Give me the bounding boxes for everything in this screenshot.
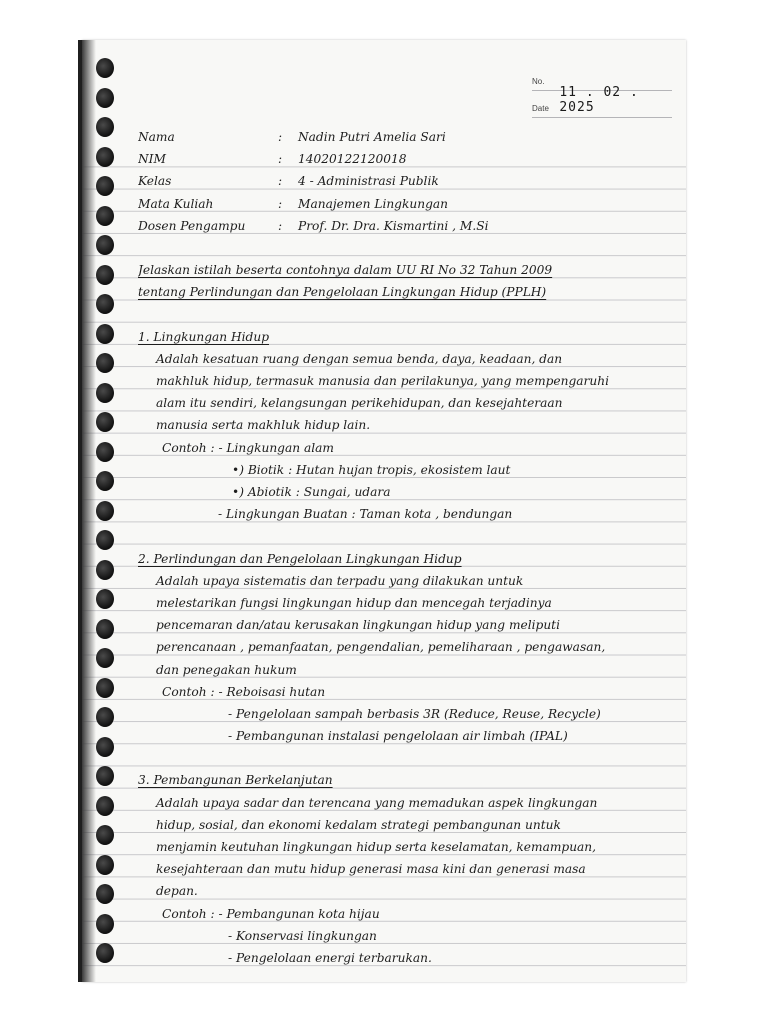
question-block [138, 259, 678, 303]
identity-colon: : [278, 218, 283, 233]
section-3 [138, 769, 678, 969]
punch-hole [96, 855, 114, 875]
handwritten-content [138, 126, 678, 969]
punch-hole [96, 235, 114, 255]
section-body-line: kesejahteraan dan mutu hidup generasi masa kini dan generasi masa [156, 862, 586, 877]
section-1 [138, 326, 678, 526]
identity-colon: : [278, 152, 283, 167]
punch-hole [96, 737, 114, 757]
example-line: Contoh : - Lingkungan alam [162, 440, 334, 455]
section-heading: 2. Perlindungan dan Pengelolaan Lingkungan Hidup [138, 551, 462, 566]
example-line: - Lingkungan Buatan : Taman kota , bendungan [218, 507, 513, 522]
example-line: •) Abiotik : Sungai, udara [232, 485, 391, 499]
punch-hole [96, 88, 114, 108]
identity-row-course [138, 193, 678, 215]
identity-colon: : [278, 130, 283, 144]
identity-value: Nadin Putri Amelia Sari [298, 130, 446, 144]
section-body-line: dan penegakan hukum [156, 662, 297, 677]
question-line: tentang Perlindungan dan Pengelolaan Lingkungan Hidup (PPLH) [138, 285, 547, 300]
identity-block [138, 126, 678, 237]
punch-holes [96, 58, 124, 973]
punch-hole [96, 884, 114, 904]
number-label: No. [532, 77, 545, 86]
example-line: •) Biotik : Hutan hujan tropis, ekosistem laut [232, 462, 511, 477]
punch-hole [96, 206, 114, 226]
punch-hole [96, 147, 114, 167]
notebook-page [82, 40, 686, 982]
example-line: - Pengelolaan sampah berbasis 3R (Reduce, Reuse, Recycle) [228, 706, 601, 721]
punch-hole [96, 294, 114, 314]
identity-colon: : [278, 196, 283, 211]
punch-hole [96, 678, 114, 698]
punch-hole [96, 324, 114, 344]
blank-line [138, 237, 678, 259]
identity-row-class [138, 170, 678, 192]
section-body-line: depan. [156, 884, 198, 899]
section-body-line: menjamin keutuhan lingkungan hidup serta keselamatan, kemampuan, [156, 840, 597, 854]
section-2 [138, 548, 678, 748]
punch-hole [96, 58, 114, 78]
punch-hole [96, 648, 114, 668]
identity-label: Dosen Pengampu [138, 218, 246, 233]
punch-hole [96, 530, 114, 550]
section-body-line: makhluk hidup, termasuk manusia dan perilakunya, yang mempengaruhi [156, 374, 609, 389]
example-line: - Pengelolaan energi terbarukan. [228, 950, 432, 965]
blank-line [138, 525, 678, 547]
identity-row-nim [138, 148, 678, 170]
punch-hole [96, 766, 114, 786]
punch-hole [96, 412, 114, 432]
punch-hole [96, 117, 114, 137]
punch-hole [96, 796, 114, 816]
date-label: Date [532, 104, 549, 113]
section-heading: 1. Lingkungan Hidup [138, 329, 269, 344]
identity-value: 4 - Administrasi Publik [298, 174, 439, 189]
punch-hole [96, 943, 114, 963]
section-heading: 3. Pembangunan Berkelanjutan [138, 773, 333, 788]
identity-value: Manajemen Lingkungan [298, 196, 448, 211]
section-body-line: pencemaran dan/atau kerusakan lingkungan hidup yang meliputi [156, 618, 560, 633]
punch-hole [96, 825, 114, 845]
identity-label: Nama [138, 130, 175, 144]
question-line: Jelaskan istilah beserta contohnya dalam UU RI No 32 Tahun 2009 [138, 263, 553, 278]
section-body-line: perencanaan , pemanfaatan, pengendalian, pemeliharaan , pengawasan, [156, 640, 606, 655]
punch-hole [96, 560, 114, 580]
blank-line [138, 304, 678, 326]
binding-edge [82, 40, 96, 982]
punch-hole [96, 619, 114, 639]
punch-hole [96, 383, 114, 403]
identity-row-lecturer [138, 215, 678, 237]
identity-label: NIM [138, 152, 166, 167]
punch-hole [96, 471, 114, 491]
punch-hole [96, 442, 114, 462]
section-body-line: Adalah upaya sadar dan terencana yang memadukan aspek lingkungan [156, 795, 598, 810]
identity-colon: : [278, 174, 283, 189]
section-body-line: hidup, sosial, dan ekonomi kedalam strategi pembangunan untuk [156, 817, 561, 832]
section-body-line: alam itu sendiri, kelangsungan perikehidupan, dan kesejahteraan [156, 396, 563, 411]
punch-hole [96, 589, 114, 609]
section-body-line: Adalah kesatuan ruang dengan semua benda, daya, keadaan, dan [156, 351, 563, 366]
date-row [532, 85, 672, 118]
identity-row-name [138, 126, 678, 148]
identity-label: Mata Kuliah [138, 196, 214, 211]
punch-hole [96, 265, 114, 285]
section-body-line: Adalah upaya sistematis dan terpadu yang dilakukan untuk [156, 573, 524, 588]
identity-label: Kelas [138, 174, 172, 189]
punch-hole [96, 707, 114, 727]
example-line: - Pembangunan instalasi pengelolaan air limbah (IPAL) [228, 729, 568, 744]
example-line: - Konservasi lingkungan [228, 928, 377, 943]
identity-value: 14020122120018 [298, 152, 407, 167]
example-line: Contoh : - Reboisasi hutan [162, 684, 326, 699]
punch-hole [96, 914, 114, 934]
blank-line [138, 747, 678, 769]
example-line: Contoh : - Pembangunan kota hijau [162, 906, 380, 921]
identity-value: Prof. Dr. Dra. Kismartini , M.Si [298, 218, 489, 233]
punch-hole [96, 501, 114, 521]
section-body-line: melestarikan fungsi lingkungan hidup dan mencegah terjadinya [156, 595, 552, 610]
punch-hole [96, 353, 114, 373]
section-body-line: manusia serta makhluk hidup lain. [156, 418, 371, 433]
date-value: 11 . 02 . 2025 [559, 85, 639, 115]
page-header-meta [532, 64, 672, 118]
punch-hole [96, 176, 114, 196]
